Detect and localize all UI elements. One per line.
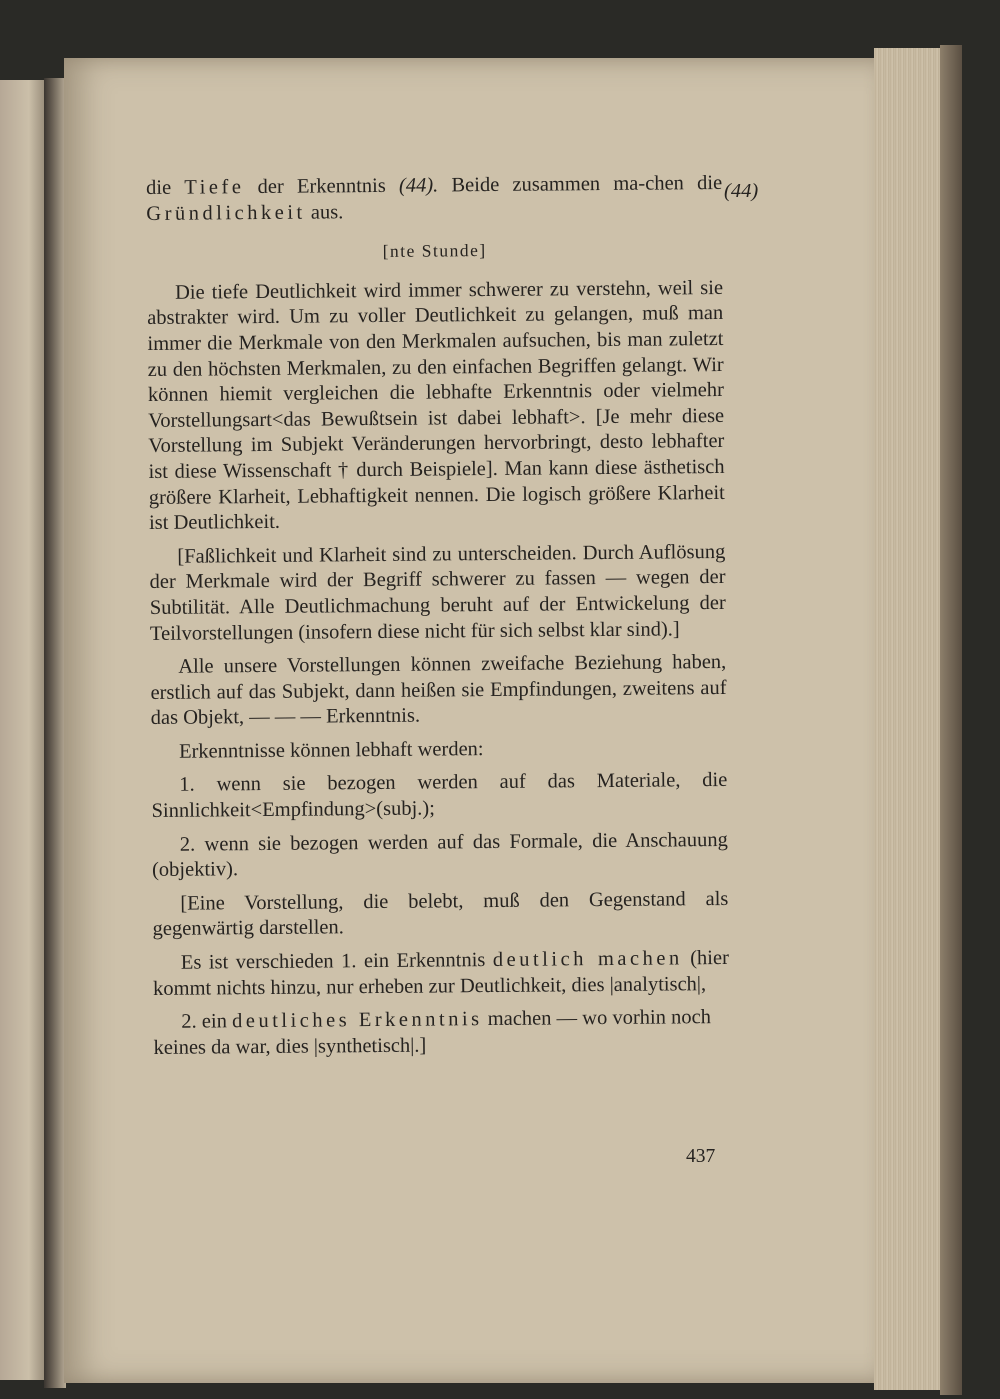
paragraph-9: Es ist verschieden 1. ein Erkenntnis deutlich machen (hier kommt nichts hinzu, nur erheben zur Deutlichkeit, dies |analytisch|, — [152, 946, 729, 1000]
paragraph-5: Erkenntnisse können lebhaft werden: — [178, 737, 484, 763]
margin-note: (44) — [724, 180, 759, 202]
page-number: 437 — [686, 1146, 716, 1167]
paragraph-7: 2. wenn sie bezogen werden auf das Formale, die Anschauung (objektiv). — [151, 828, 728, 882]
book-gutter — [44, 78, 66, 1388]
paragraph-3: [Faßlichkeit und Klarheit sind zu unterscheiden. Durch Auflösung der Merkmale wird der Begriff schwerer zu fassen — wegen der Subtilität. Alle Deutlichmachung beruht auf der Entwickelung der Teilvorstellungen (insofern diese nicht für sich selbst klar sind).] — [149, 540, 726, 645]
reference-44: (44). — [398, 174, 439, 197]
spaced-term-gruendlichkeit: Gründlichkeit — [146, 201, 306, 225]
paragraph-4: Alle unsere Vorstellungen können zweifache Beziehung haben, erstlich auf das Subjekt, dann heißen sie Empfindungen, zweitens auf das Objekt, — — — Erkenntnis. — [150, 651, 727, 730]
spaced-term-deutlich-machen: deutlich machen — [492, 947, 683, 972]
paragraph-2: Die tiefe Deutlichkeit wird immer schwerer zu verstehn, weil sie abstrakter wird. Um zu voller Deutlichkeit zu gelangen, muß man immer die Merkmale von den Merkmalen aufsuchen, bis man zuletzt zu den höchsten Merkmalen, zu den einfachen Begriffen gelangt. Wir können hiemit vergleichen die lebhafte Erkenntnis oder vielmehr Vorstellungsart<das Bewußtsein ist dabei lebhaft>. [Je mehr diese Vorstellung im Subjekt Veränderungen hervorbringt, desto lebhafter ist diese Wissenschaft † durch Beispiele]. Man kann diese ästhetisch größere Klarheit, Lebhaftigkeit nennen. Die logisch größere Klarheit ist Deutlichkeit. — [147, 276, 725, 535]
book-cover-edge — [940, 45, 962, 1395]
section-heading: [nte Stunde] — [382, 240, 487, 262]
paragraph-6: 1. wenn sie bezogen werden auf das Materiale, die Sinnlichkeit<Empfindung>(subj.); — [151, 769, 728, 823]
paragraph-1: die Tiefe der Erkenntnis (44). Beide zusammen ma-chen die Gründlichkeit aus. — [146, 171, 723, 225]
paragraph-10: 2. ein deutliches Erkenntnis machen — wo vorhin noch keines da war, dies |synthetisch|.] — [153, 1006, 711, 1059]
spaced-term-deutliches-erkenntnis: deutliches Erkenntnis — [231, 1008, 483, 1033]
spaced-term-tiefe: Tiefe — [184, 176, 245, 199]
paragraph-8: [Eine Vorstellung, die belebt, muß den Gegenstand als gegenwärtig darstellen. — [152, 887, 729, 941]
page-body — [146, 171, 730, 1061]
previous-page-edge — [0, 80, 48, 1380]
